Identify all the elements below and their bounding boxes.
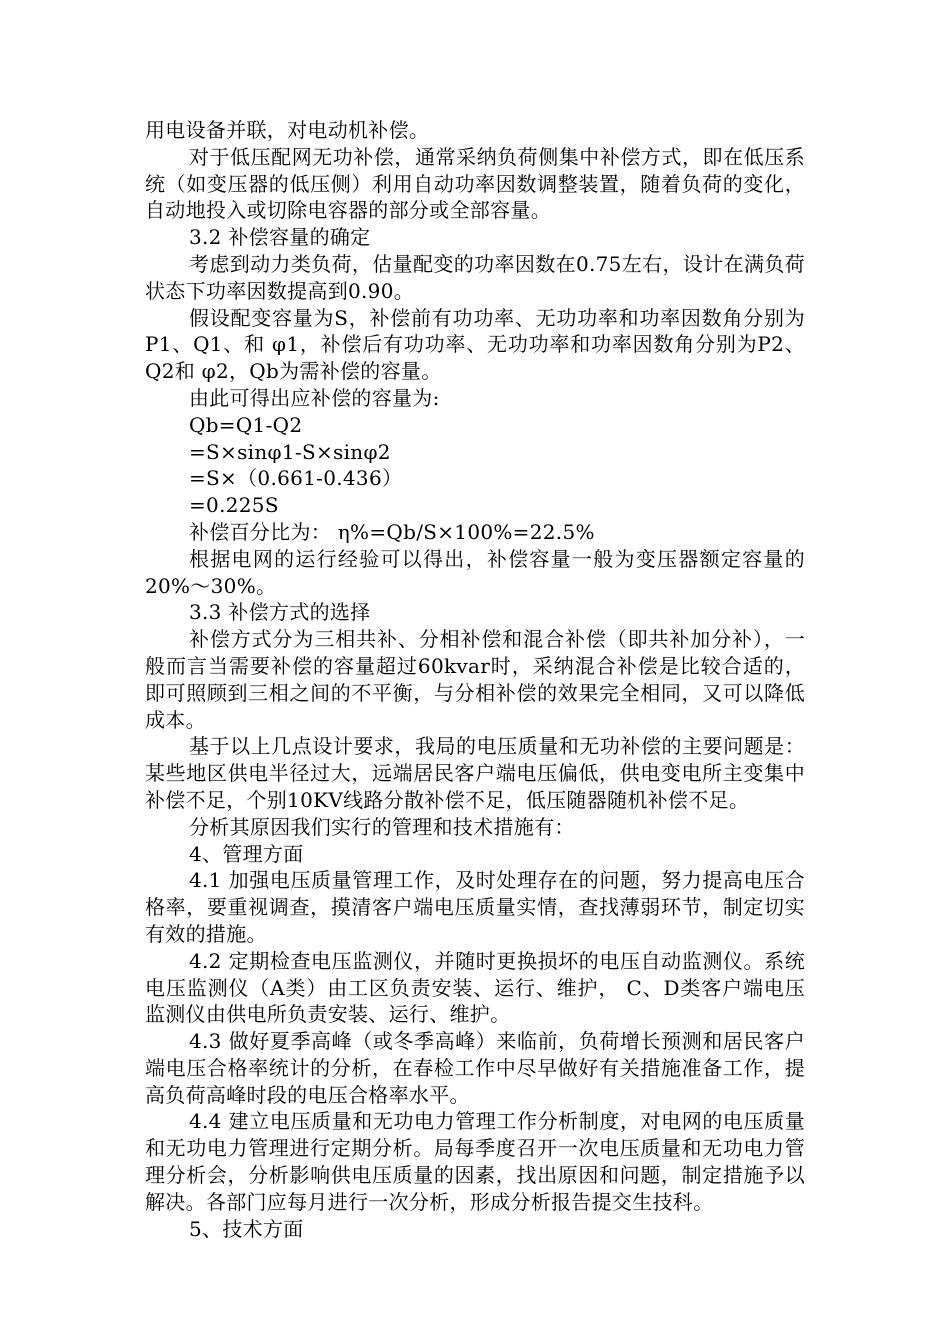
section-heading: 3.3 补偿方式的选择	[189, 600, 371, 625]
paragraph: 由此可得出应补偿的容量为:	[189, 385, 440, 410]
paragraph: 4.3 做好夏季高峰（或冬季高峰）来临前，负荷增长预测和居民客户端电压合格率统计的分析，在春检工作中尽早做好有关措施准备工作，提高负荷高峰时段的电压合格率水平。	[145, 1029, 805, 1107]
paragraph: 考虑到动力类负荷，估量配变的功率因数在0.75左右，设计在满负荷状态下功率因数提高到0.90。	[145, 251, 805, 303]
formula-line: 补偿百分比为： η%=Qb/S×100%=22.5%	[189, 519, 595, 544]
section-heading: 4、管理方面	[189, 841, 304, 866]
paragraph: 4.1 加强电压质量管理工作，及时处理存在的问题，努力提高电压合格率，要重视调查，摸清客户端电压质量实情，查找薄弱环节，制定切实有效的措施。	[145, 868, 805, 946]
paragraph: 假设配变容量为S，补偿前有功功率、无功功率和功率因数角分别为P1、Q1、和 φ1，补偿后有功功率、无功功率和功率因数角分别为P2、Q2和 φ2，Qb为需补偿的容量。	[145, 305, 805, 384]
formula-line: Qb=Q1-Q2	[189, 412, 303, 437]
paragraph: 补偿方式分为三相共补、分相补偿和混合补偿（即共补加分补），一般而言当需要补偿的容量超过60kvar时，采纳混合补偿是比较合适的，即可照顾到三相之间的不平衡，与分相补偿的效果完全相同，又可以降低成本。	[145, 627, 805, 732]
paragraph: 用电设备并联，对电动机补偿。	[145, 118, 430, 142]
formula-line: =S×（0.661-0.436）	[189, 466, 403, 491]
paragraph: 4.4 建立电压质量和无功电力管理工作分析制度，对电网的电压质量和无功电力管理进行定期分析。局每季度召开一次电压质量和无功电力管理分析会，分析影响供电压质量的因素，找出原因和问题，制定措施予以解决。各部门应每月进行一次分析，形成分析报告提交生技科。	[145, 1109, 805, 1214]
section-heading: 5、技术方面	[189, 1216, 304, 1241]
formula-line: =S×sinφ1-S×sinφ2	[189, 439, 391, 464]
paragraph: 根据电网的运行经验可以得出，补偿容量一般为变压器额定容量的20%～30%。	[145, 546, 805, 598]
section-heading: 3.2 补偿容量的确定	[189, 225, 371, 250]
paragraph: 对于低压配网无功补偿，通常采纳负荷侧集中补偿方式，即在低压系统（如变压器的低压侧）利用自动功率因数调整装置，随着负荷的变化，自动地投入或切除电容器的部分或全部容量。	[145, 144, 805, 223]
paragraph: 基于以上几点设计要求，我局的电压质量和无功补偿的主要问题是：某些地区供电半径过大，远端居民客户端电压偏低，供电变电所主变集中补偿不足，个别10KV线路分散补偿不足，低压随器随机补偿不足。	[145, 734, 805, 812]
paragraph: 4.2 定期检查电压监测仪，并随时更换损坏的电压自动监测仪。系统电压监测仪（A类）由工区负责安装、运行、维护， C、D类客户端电压监测仪由供电所负责安装、运行、维护。	[145, 948, 805, 1027]
paragraph: 分析其原因我们实行的管理和技术措施有：	[189, 814, 575, 839]
document-body	[145, 117, 805, 1242]
formula-line: =0.225S	[189, 493, 279, 518]
